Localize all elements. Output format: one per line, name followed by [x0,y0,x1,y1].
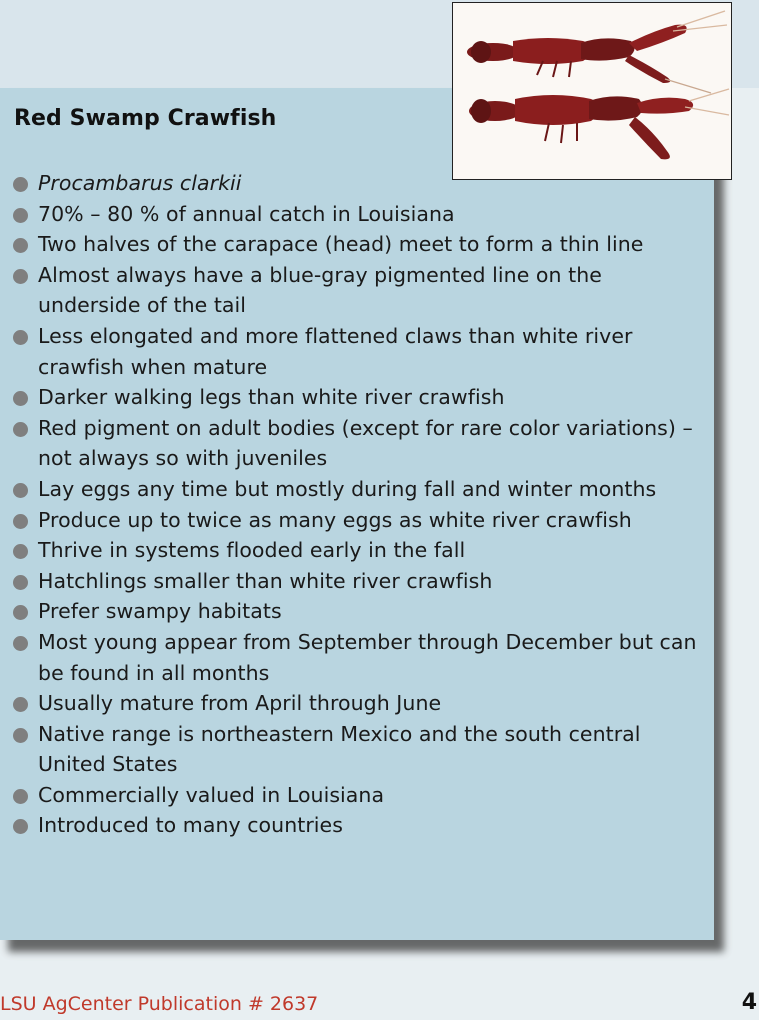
fact-text: Usually mature from April through June [38,691,442,716]
bullet-icon [13,422,28,437]
bullet-icon [13,330,28,345]
facts-list [0,168,700,841]
fact-item [0,474,700,505]
crawfish-photo [452,2,732,180]
fact-text: Darker walking legs than white river crawfish [38,385,505,410]
bullet-icon [13,391,28,406]
fact-text: Prefer swampy habitats [38,599,282,624]
bullet-icon [13,238,28,253]
fact-item [0,596,700,627]
fact-item [0,260,700,321]
publication-footer: LSU AgCenter Publication # 2637 [0,993,319,1015]
bullet-icon [13,636,28,651]
fact-item [0,780,700,811]
bullet-icon [13,514,28,529]
fact-text: Almost always have a blue-gray pigmented line on the underside of the tail [38,262,602,318]
fact-item [0,505,700,536]
bullet-icon [13,575,28,590]
fact-item [0,688,700,719]
box-title: Red Swamp Crawfish [14,106,277,131]
fact-item [0,199,700,230]
crawfish-upper [467,11,727,93]
fact-item [0,413,700,474]
fact-item [0,168,700,199]
bullet-icon [13,208,28,223]
fact-text: 70% – 80 % of annual catch in Louisiana [38,201,455,226]
bullet-icon [13,483,28,498]
fact-text: Most young appear from September through December but can be found in all months [38,629,697,685]
fact-item [0,382,700,413]
bullet-icon [13,177,28,192]
fact-text: Hatchlings smaller than white river crawfish [38,568,493,593]
fact-item [0,321,700,382]
page-number: 4 [741,990,757,1015]
fact-text: Red pigment on adult bodies (except for rare color variations) – not always so with juveniles [38,415,693,471]
bullet-icon [13,728,28,743]
bullet-icon [13,819,28,834]
fact-item [0,810,700,841]
bullet-icon [13,269,28,284]
fact-text: Thrive in systems flooded early in the fall [38,538,466,563]
bullet-icon [13,605,28,620]
fact-text: Introduced to many countries [38,813,343,838]
fact-text: Lay eggs any time but mostly during fall and winter months [38,476,657,501]
fact-text: Less elongated and more flattened claws than white river crawfish when mature [38,323,633,379]
fact-text: Commercially valued in Louisiana [38,782,385,807]
bullet-icon [13,697,28,712]
fact-item [0,535,700,566]
crawfish-lower [469,89,729,159]
fact-item [0,229,700,260]
fact-text: Native range is northeastern Mexico and the south central United States [38,721,641,777]
fact-item [0,627,700,688]
fact-text: Produce up to twice as many eggs as white river crawfish [38,507,632,532]
fact-text: Procambarus clarkii [38,171,242,195]
bullet-icon [13,544,28,559]
crawfish-illustration [453,3,731,179]
fact-item [0,719,700,780]
bullet-icon [13,789,28,804]
fact-item [0,566,700,597]
fact-text: Two halves of the carapace (head) meet to form a thin line [38,232,644,257]
